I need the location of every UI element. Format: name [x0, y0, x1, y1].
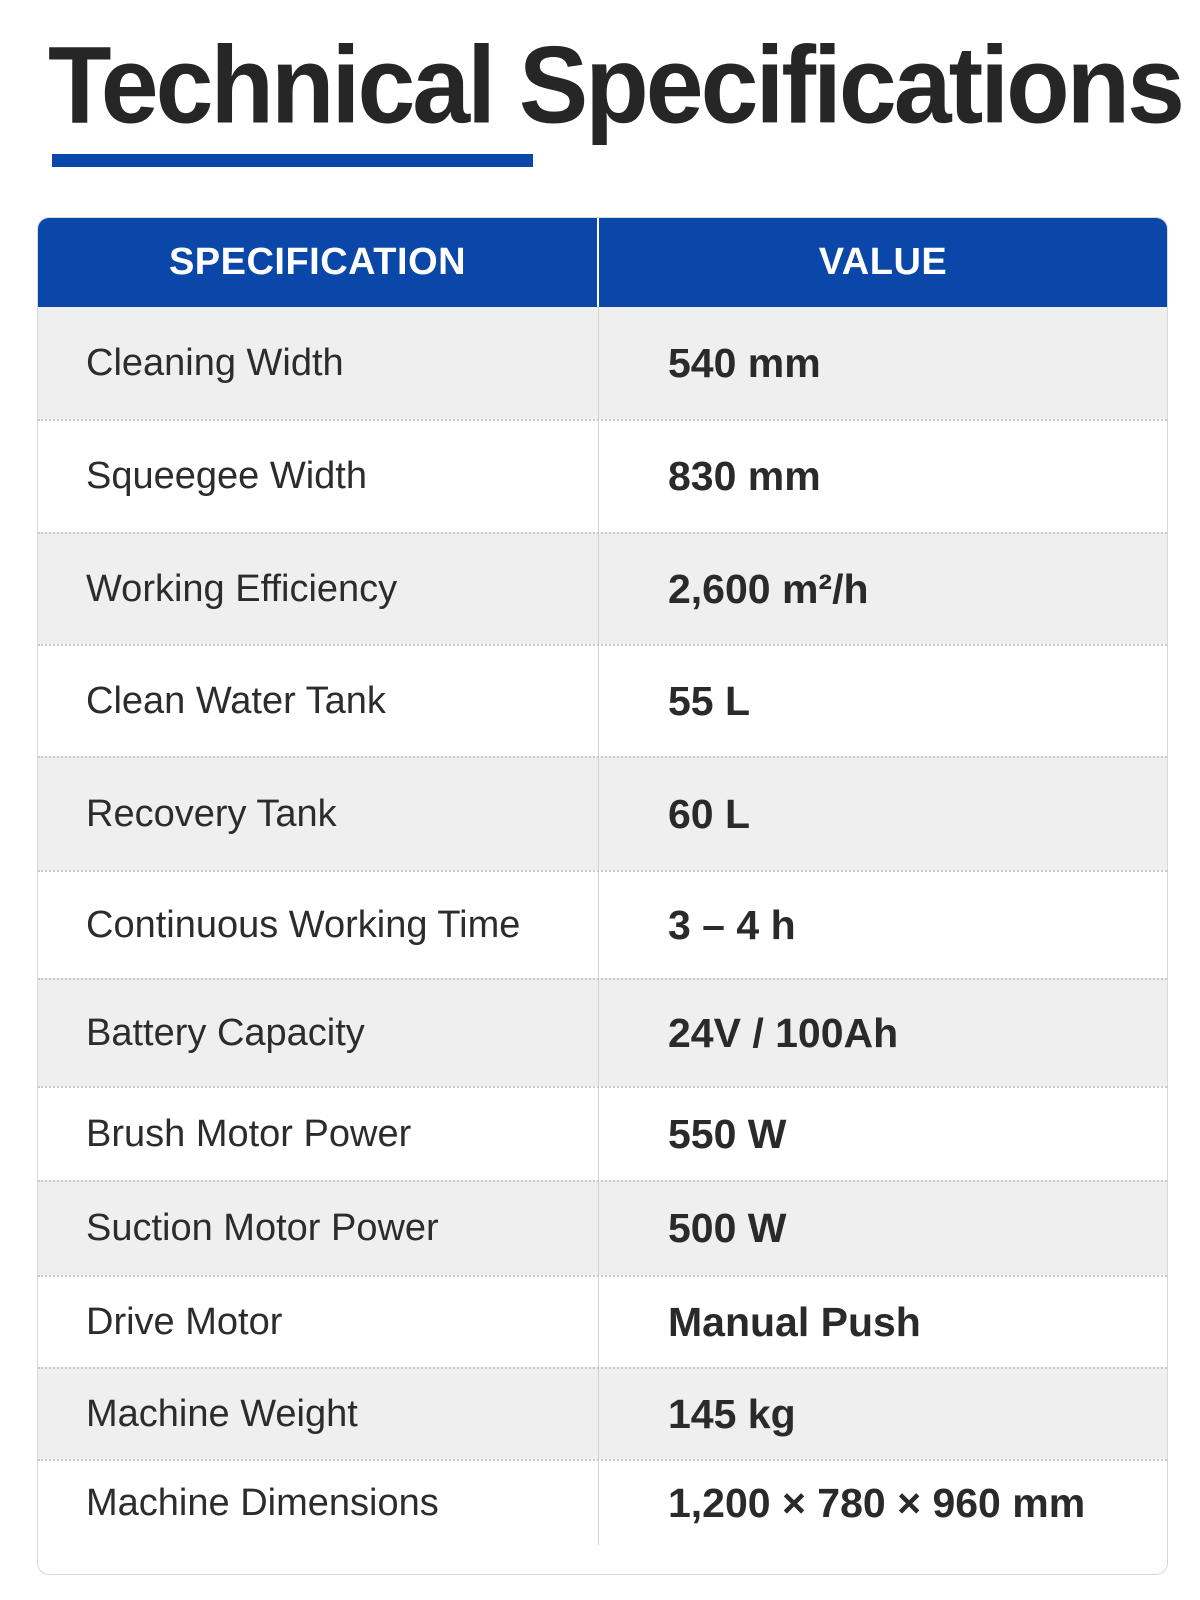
page-title: Technical Specifications: [48, 25, 1183, 147]
spec-name: Drive Motor: [38, 1277, 599, 1367]
table-row: [38, 756, 1167, 870]
spec-value: 2,600 m²/h: [667, 565, 869, 612]
table-body: [38, 307, 1167, 1545]
spec-name: Brush Motor Power: [38, 1088, 599, 1180]
table-row: [38, 644, 1167, 756]
spec-value: 830 mm: [667, 453, 821, 499]
spec-value: 550 W: [667, 1110, 787, 1157]
spec-value: 1,200 × 780 × 960 mm: [667, 1479, 1086, 1526]
spec-name: Machine Dimensions: [38, 1461, 599, 1545]
spec-name: Battery Capacity: [38, 980, 599, 1086]
header-specification: SPECIFICATION: [38, 218, 599, 307]
table-row: [38, 1367, 1167, 1459]
spec-name: Suction Motor Power: [38, 1182, 599, 1275]
spec-name: Recovery Tank: [38, 758, 599, 870]
table-row: [38, 307, 1167, 419]
spec-value: 3 – 4 h: [667, 901, 796, 948]
table-row: [38, 978, 1167, 1086]
spec-value: 24V / 100Ah: [667, 1009, 899, 1056]
table-row: [38, 1086, 1167, 1180]
spec-name: Squeegee Width: [38, 421, 599, 532]
table-row: [38, 1180, 1167, 1275]
spec-name: Working Efficiency: [38, 534, 599, 644]
header-value: VALUE: [818, 241, 948, 283]
spec-name: Clean Water Tank: [38, 646, 599, 756]
spec-value: Manual Push: [667, 1298, 921, 1345]
spec-name: Cleaning Width: [38, 307, 599, 419]
table-row: [38, 1459, 1167, 1545]
table-row: [38, 532, 1167, 644]
spec-name: Machine Weight: [38, 1369, 599, 1459]
spec-value: 145 kg: [667, 1390, 796, 1437]
table-row: [38, 419, 1167, 532]
spec-table: [37, 217, 1168, 1575]
table-header: [38, 218, 1167, 307]
spec-value: 60 L: [667, 790, 751, 837]
spec-value: 540 mm: [667, 339, 821, 386]
table-row: [38, 870, 1167, 978]
spec-name: Continuous Working Time: [38, 872, 599, 978]
table-row: [38, 1275, 1167, 1367]
title-underline: [52, 154, 533, 167]
spec-value: 500 W: [667, 1205, 787, 1251]
spec-value: 55 L: [667, 677, 751, 724]
